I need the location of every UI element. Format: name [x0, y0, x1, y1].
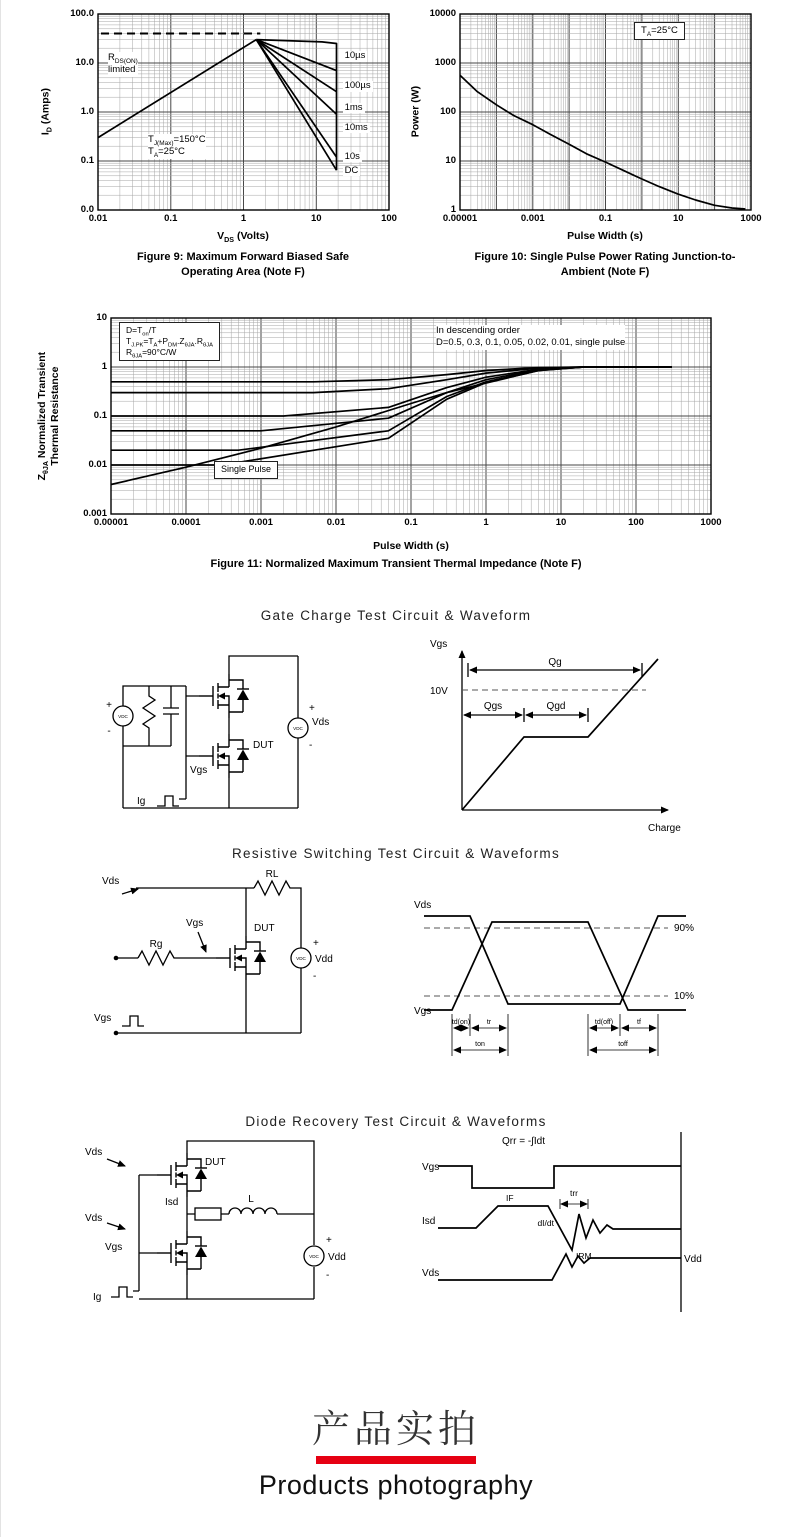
- resistive-switching-waveform: [404, 888, 704, 1068]
- ig-label: Ig: [93, 1292, 102, 1303]
- fig11-legend-note: [436, 325, 625, 350]
- y-tick-label: 1000: [434, 57, 456, 68]
- series-single-pulse-power: [460, 75, 745, 209]
- fig11-y-axis-label: [36, 306, 62, 526]
- fig9-tj-line: $T_{J(Max)}=150^\circ C$: [148, 134, 206, 147]
- curve-label: 10µs: [344, 50, 366, 62]
- rg-label: Rg: [149, 939, 163, 950]
- x-tick-label: 0.00001: [93, 517, 129, 528]
- fig10-power-chart: [429, 8, 762, 224]
- fig9-rds-line1: $R_{DS(ON)}$: [108, 52, 138, 65]
- vgs-label: Vgs: [190, 765, 208, 776]
- terminal-dot: [114, 956, 119, 961]
- series-10s: [256, 40, 336, 158]
- vdc-label: VDC: [293, 725, 303, 731]
- curve-label: 10s: [344, 151, 360, 163]
- vds-label: Vds: [85, 1213, 103, 1224]
- products-photography-heading-cn: 产品实拍: [311, 1409, 480, 1451]
- x-tick-label: 0.00001: [442, 213, 478, 224]
- fig9-caption: [63, 250, 423, 281]
- vdc-label: VDC: [118, 713, 128, 719]
- ten-volt-label: 10V: [430, 686, 448, 697]
- vdc-label: VDC: [296, 955, 306, 961]
- vds-trace-label: Vds: [414, 900, 432, 911]
- fig11-formula-box: [119, 322, 220, 361]
- fig9-y-axis-label: $I_D$ (Amps): [39, 87, 54, 136]
- minus-sign: -: [326, 1270, 330, 1281]
- y-tick-label: 0.01: [88, 459, 107, 470]
- trr-label: trr: [569, 1188, 579, 1198]
- current-sense-box: [195, 1208, 221, 1220]
- vds-trace-label: Vds: [422, 1268, 440, 1279]
- y-tick-label: 10: [445, 155, 456, 166]
- fig9-ta-line: $T_A=25^\circ C$: [148, 146, 185, 160]
- x-tick-label: 10: [555, 517, 567, 528]
- fig9-caption-line2: Operating Area (Note F): [181, 266, 305, 279]
- x-tick-label: 0.001: [249, 517, 273, 528]
- tr-label: tr: [486, 1019, 492, 1026]
- fig11-legend-line1: In descending order: [436, 325, 520, 336]
- y-tick-label: 1: [450, 204, 456, 215]
- fig11-y-axis-label-line2: Thermal Resistance: [49, 366, 61, 466]
- vgs-label: Vgs: [105, 1242, 123, 1253]
- x-tick-label: 0.001: [520, 213, 545, 224]
- fig10-ta-annotation: $T_A=25^\circ C$: [634, 22, 685, 40]
- plus-sign: +: [313, 938, 319, 949]
- qgd-label: Qgd: [546, 701, 566, 712]
- upper-mosfet-symbol: [199, 674, 249, 718]
- fig11-legend-line2: D=0.5, 0.3, 0.1, 0.05, 0.02, 0.01, single pulse: [436, 337, 626, 349]
- ig-label: Ig: [137, 796, 146, 807]
- grid: [460, 14, 751, 210]
- diode-recovery-circuit-diagram: [79, 1133, 349, 1318]
- terminal-dot: [114, 1031, 119, 1036]
- fig11-caption: Figure 11: Normalized Maximum Transient Thermal Impedance (Note F): [210, 558, 582, 570]
- fig10-caption: [425, 250, 785, 281]
- curve-label: 100µs: [344, 80, 371, 92]
- fig9-soa-chart: [70, 8, 397, 224]
- y-tick-label: 1.0: [80, 106, 94, 117]
- x-tick-label: 0.01: [88, 213, 108, 224]
- fig10-y-axis-label: Power (W): [409, 85, 422, 138]
- rl-label: RL: [265, 869, 279, 880]
- fig9-rds-annotation: [108, 52, 138, 77]
- fig10-x-axis-label: Pulse Width (s): [567, 230, 643, 242]
- td-off-label: td(off): [594, 1019, 614, 1026]
- x-tick-label: 100: [381, 213, 397, 224]
- x-tick-label: 1000: [700, 517, 722, 528]
- y-tick-label: 100.0: [70, 8, 94, 19]
- vdd-level-label: Vdd: [684, 1254, 702, 1265]
- vdd-label: Vdd: [315, 954, 333, 965]
- y-tick-label: 100: [440, 106, 456, 117]
- plus-sign: +: [106, 700, 112, 711]
- ten-percent-label: 10%: [674, 991, 695, 1002]
- plus-sign: +: [326, 1235, 332, 1246]
- fig10-caption-line2: Ambient (Note F): [560, 266, 650, 279]
- y-tick-label: 10: [96, 312, 107, 323]
- x-tick-label: 10: [672, 213, 684, 224]
- ton-label: ton: [475, 1041, 485, 1048]
- y-tick-label: 0.1: [93, 410, 107, 421]
- dut-mosfet-symbol: [216, 936, 266, 980]
- vds-label: Vds: [85, 1147, 103, 1158]
- toff-label: toff: [618, 1041, 628, 1048]
- vdc-label: VDC: [309, 1253, 319, 1259]
- products-photography-heading-en: Products photography: [258, 1470, 534, 1500]
- irm-label: IRM: [576, 1251, 592, 1261]
- fig11-x-axis-label: Pulse Width (s): [373, 540, 449, 552]
- isd-label: Isd: [165, 1197, 179, 1208]
- vgs-label: Vgs: [186, 918, 204, 929]
- curve-label: 1ms: [344, 102, 363, 114]
- vds-label: Vds: [312, 717, 330, 728]
- minus-sign: -: [309, 740, 313, 751]
- fig10-caption-line1: Figure 10: Single Pulse Power Rating Junction-to-: [474, 251, 736, 263]
- y-tick-label: 10000: [429, 8, 456, 19]
- gate-charge-circuit-diagram: [91, 636, 331, 836]
- fig11-single-pulse-label: Single Pulse: [214, 461, 278, 479]
- fig9-caption-line1: Figure 9: Maximum Forward Biased Safe: [136, 251, 350, 263]
- red-underline-bar: [316, 1456, 476, 1464]
- x-tick-label: 0.01: [326, 517, 346, 528]
- series-DC: [256, 40, 336, 171]
- minus-sign: -: [313, 971, 317, 982]
- y-tick-label: 0.1: [80, 155, 94, 166]
- x-tick-label: 100: [628, 517, 644, 528]
- tf-label: tf: [637, 1019, 641, 1026]
- dut-mosfet-symbol: [157, 1153, 207, 1197]
- qrr-formula-label: Qrr = -∫Idt: [502, 1136, 546, 1147]
- td-on-label: td(on): [451, 1019, 471, 1026]
- y-tick-label: 0.0: [80, 204, 94, 215]
- fig9-temp-annotation: [148, 134, 206, 159]
- fig11-formula-line2: $T_{J.PK}=T_A+P_{DM}.Z_{\theta JA}.R_{\theta JA}$: [126, 336, 213, 349]
- minus-sign: -: [107, 726, 111, 737]
- curve-label: DC: [344, 164, 359, 176]
- x-tick-label: 1: [483, 517, 489, 528]
- series-single pulse: [111, 367, 672, 485]
- x-tick-label: 0.1: [404, 517, 418, 528]
- vgs-trace-label: Vgs: [414, 1006, 432, 1017]
- vgs-trace-label: Vgs: [422, 1162, 440, 1173]
- if-label: IF: [506, 1193, 514, 1203]
- vds-label: Vds: [102, 876, 120, 887]
- ninety-percent-label: 90%: [674, 923, 695, 934]
- diode-recovery-section-title: Diode Recovery Test Circuit & Waveforms: [245, 1114, 547, 1129]
- lower-mosfet-symbol: [157, 1231, 207, 1275]
- x-tick-label: 1: [240, 213, 247, 224]
- vgs-pulse-label: Vgs: [94, 1013, 112, 1024]
- resistive-switching-section-title: Resistive Switching Test Circuit & Waveforms: [231, 846, 561, 861]
- fig11-y-axis-label-line1: $Z_{\theta JA}$ Normalized Transient: [35, 351, 50, 481]
- vgs-axis-label: Vgs: [430, 639, 448, 650]
- y-tick-label: 1: [101, 361, 107, 372]
- gate-charge-waveform: [416, 633, 706, 838]
- fig11-thermal-chart: [83, 312, 722, 528]
- curve-label: 10ms: [344, 121, 368, 133]
- dut-label: DUT: [254, 923, 275, 934]
- diode-recovery-waveform: [414, 1126, 704, 1316]
- inductor-label: L: [248, 1194, 254, 1205]
- fig11-formula-line1: $D=T_{on}/T$: [126, 325, 157, 338]
- x-tick-label: 0.1: [164, 213, 178, 224]
- y-tick-label: 10.0: [75, 57, 94, 68]
- didt-label: dI/dt: [537, 1218, 554, 1228]
- fig11-formula-line3: $R_{\theta JA}=90^\circ C/W$: [126, 347, 177, 360]
- gate-charge-section-title: Gate Charge Test Circuit & Waveform: [260, 608, 532, 623]
- x-tick-label: 0.0001: [171, 517, 201, 528]
- plus-sign: +: [309, 703, 315, 714]
- x-tick-label: 10: [310, 213, 322, 224]
- vdd-label: Vdd: [328, 1252, 346, 1263]
- resistive-switching-circuit-diagram: [86, 868, 346, 1058]
- y-tick-label: 0.001: [83, 508, 107, 519]
- series-D=0.05: [111, 367, 672, 431]
- qg-label: Qg: [548, 657, 562, 668]
- fig10-plot-area: [460, 14, 751, 210]
- fig9-x-axis-label: $V_{DS}$ (Volts): [217, 230, 269, 245]
- qgs-label: Qgs: [483, 701, 503, 712]
- x-tick-label: 0.1: [598, 213, 613, 224]
- charge-axis-label: Charge: [648, 823, 681, 834]
- dut-label: DUT: [205, 1157, 226, 1168]
- x-tick-label: 1000: [740, 213, 762, 224]
- series-10ms: [256, 40, 336, 115]
- isd-trace-label: Isd: [422, 1216, 436, 1227]
- dut-label: DUT: [253, 740, 274, 751]
- fig9-rds-line2: limited: [108, 64, 136, 76]
